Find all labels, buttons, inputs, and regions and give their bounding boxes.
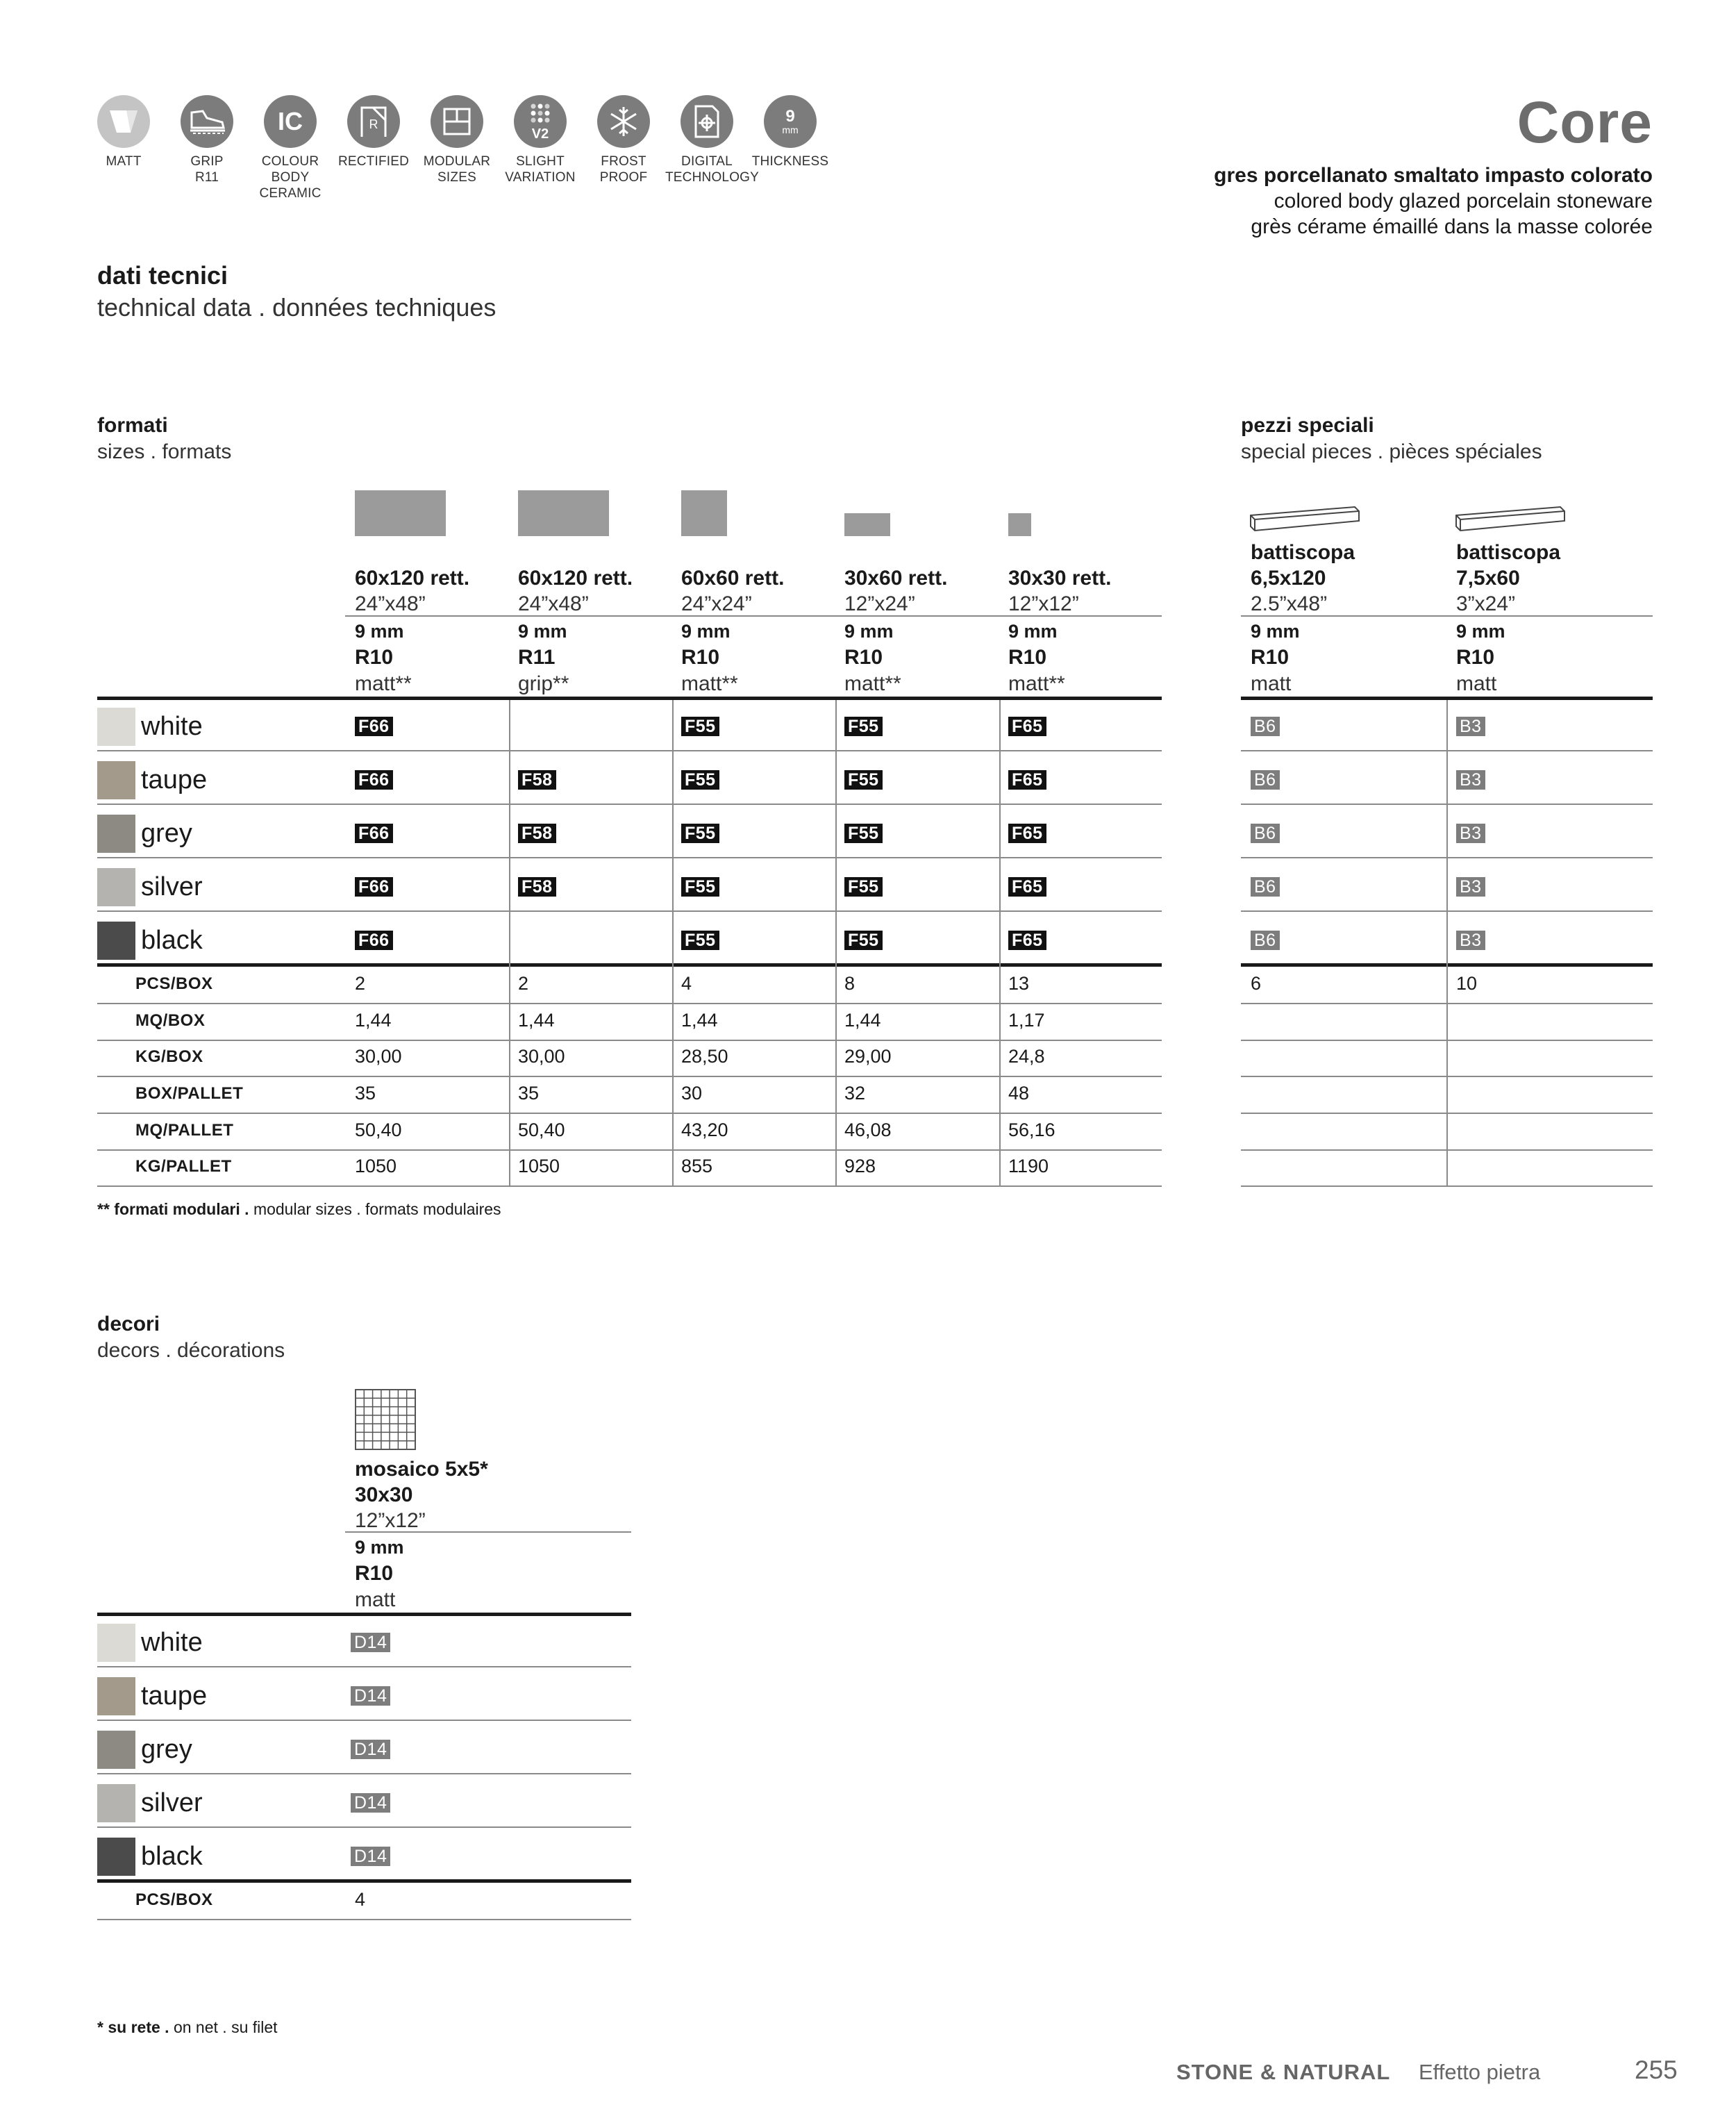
pack-value: 50,40 xyxy=(518,1120,565,1140)
thickness-icon xyxy=(764,95,817,148)
swatch-taupe xyxy=(97,761,135,799)
feature-slight-variation xyxy=(499,95,582,185)
footnote-rest: modular sizes . formats modulaires xyxy=(253,1200,501,1218)
article-code: F55 xyxy=(844,931,883,950)
spec-slip: R10 xyxy=(355,1562,394,1585)
feature-label-2: SIZES xyxy=(437,170,476,185)
color-name: taupe xyxy=(141,765,208,794)
col-divider xyxy=(1446,700,1448,1186)
footnote-stars: ** xyxy=(97,1200,110,1218)
pack-value: 928 xyxy=(844,1156,876,1176)
feature-label: SLIGHT xyxy=(516,154,565,169)
feature-thickness: 9 mm THICKNESS xyxy=(749,95,832,169)
decor-row-grey xyxy=(97,1723,192,1776)
article-code: F58 xyxy=(518,824,556,843)
pack-value: 35 xyxy=(355,1083,376,1104)
decor-row-taupe xyxy=(97,1670,207,1722)
formats-subtitle: sizes . formats xyxy=(97,440,232,463)
article-code: F58 xyxy=(518,877,556,897)
subtitle-en: colored body glazed porcelain stoneware xyxy=(1274,190,1653,213)
format-size: 60x60 rett. xyxy=(681,567,785,590)
digital-technology-icon xyxy=(681,95,733,148)
page-number: 255 xyxy=(1635,2056,1678,2084)
rectified-glyph: R xyxy=(369,117,378,131)
spec-thickness: 9 mm xyxy=(681,621,731,642)
skirting-icon xyxy=(1455,497,1569,536)
color-name: taupe xyxy=(141,1681,208,1711)
format-size: 60x120 rett. xyxy=(355,567,470,590)
thickness-glyph: 9 xyxy=(785,107,795,126)
format-size: 30x30 rett. xyxy=(1008,567,1112,590)
decor-pcs-label: PCS/BOX xyxy=(135,1890,213,1909)
feature-frost-proof xyxy=(582,95,665,185)
pack-value: 32 xyxy=(844,1083,866,1104)
decor-row-silver xyxy=(97,1776,203,1829)
format-inch: 24”x48” xyxy=(518,592,589,615)
pack-divider xyxy=(97,1149,1162,1151)
decor-inch: 12”x12” xyxy=(355,1509,426,1532)
pack-value: 30,00 xyxy=(518,1046,565,1067)
decor-code: D14 xyxy=(351,1633,390,1652)
pack-value: 1050 xyxy=(355,1156,397,1176)
pack-value: 48 xyxy=(1008,1083,1030,1104)
slight-variation-icon xyxy=(514,95,567,148)
swatch-black xyxy=(97,922,135,960)
special-name: battiscopa xyxy=(1456,541,1561,564)
spec-thickness: 9 mm xyxy=(355,621,404,642)
pack-divider xyxy=(97,1919,631,1920)
pack-value: 46,08 xyxy=(844,1120,892,1140)
color-name: black xyxy=(141,1841,203,1871)
feature-label-2: R11 xyxy=(194,170,219,185)
pack-value: 50,40 xyxy=(355,1120,402,1140)
tile-30x30-icon xyxy=(1008,513,1031,536)
pack-value: 1050 xyxy=(518,1156,560,1176)
pack-value: 1190 xyxy=(1008,1156,1049,1176)
color-name: silver xyxy=(141,872,203,901)
decor-header-divider xyxy=(345,1531,631,1533)
special-pcs-box: 10 xyxy=(1456,973,1478,994)
spec-finish: matt** xyxy=(355,672,412,695)
spec-slip: R10 xyxy=(1251,646,1290,669)
swatch-black xyxy=(97,1838,135,1876)
technical-data-title: dati tecnici xyxy=(97,261,228,290)
format-col-4 xyxy=(844,565,947,617)
color-name: grey xyxy=(141,1734,192,1764)
decor-code: D14 xyxy=(351,1686,390,1706)
pack-value: 855 xyxy=(681,1156,713,1176)
spec-finish: matt** xyxy=(681,672,738,695)
pack-value: 1,17 xyxy=(1008,1010,1045,1031)
footnote-rest: on net . su filet xyxy=(173,2018,278,2036)
feature-label-2: TECHNOLOGY xyxy=(665,170,760,185)
pack-value: 1,44 xyxy=(681,1010,718,1031)
decor-spec xyxy=(355,1534,404,1613)
format-spec-1 xyxy=(355,618,412,697)
decor-name: mosaico 5x5* xyxy=(355,1458,488,1481)
spec-finish: matt xyxy=(1251,672,1292,695)
row-divider xyxy=(97,910,1162,912)
special-name: battiscopa xyxy=(1251,541,1355,564)
color-row-silver xyxy=(97,860,203,913)
variation-glyph: V2 xyxy=(531,126,549,142)
colour-body-icon xyxy=(264,95,317,148)
spec-slip: R11 xyxy=(518,646,556,669)
special-code: B6 xyxy=(1251,931,1280,950)
feature-label-2: PROOF xyxy=(599,170,648,185)
special-code: B3 xyxy=(1456,824,1485,843)
special-col-1 xyxy=(1251,540,1355,617)
decors-footnote xyxy=(97,2018,278,2037)
format-table-top-rule xyxy=(97,697,1162,700)
tile-60x120-icon xyxy=(355,490,446,536)
feature-grip xyxy=(165,95,249,185)
article-code: F55 xyxy=(844,770,883,790)
pack-value: 2 xyxy=(518,973,529,994)
formats-title: formati xyxy=(97,414,168,437)
article-code: F55 xyxy=(844,717,883,736)
decor-row-white xyxy=(97,1616,203,1669)
swatch-white xyxy=(97,708,135,746)
swatch-grey xyxy=(97,1731,135,1769)
article-code: F66 xyxy=(355,770,393,790)
feature-label: DIGITAL xyxy=(681,154,733,169)
subtitle-fr: grès cérame émaillé dans la masse colorée xyxy=(1251,215,1653,238)
spec-thickness: 9 mm xyxy=(1008,621,1058,642)
pack-value: 56,16 xyxy=(1008,1120,1055,1140)
mosaic-grid-icon xyxy=(355,1389,416,1450)
special-code: B3 xyxy=(1456,931,1485,950)
frost-proof-icon xyxy=(597,95,650,148)
swatch-silver xyxy=(97,868,135,906)
color-row-taupe xyxy=(97,754,207,806)
article-code: F58 xyxy=(518,770,556,790)
special-code: B3 xyxy=(1456,877,1485,897)
grip-shoe-icon xyxy=(181,95,233,148)
spec-slip: R10 xyxy=(844,646,883,669)
format-col-5 xyxy=(1008,565,1111,617)
color-name: grey xyxy=(141,818,192,848)
tile-30x60-icon xyxy=(844,513,890,536)
format-header-divider xyxy=(345,615,1162,617)
pack-value: 24,8 xyxy=(1008,1046,1045,1067)
color-name: white xyxy=(141,711,203,741)
pack-value: 1,44 xyxy=(844,1010,881,1031)
format-inch: 24”x24” xyxy=(681,592,752,615)
pack-value: 28,50 xyxy=(681,1046,728,1067)
article-code: F55 xyxy=(681,931,719,950)
pack-divider xyxy=(97,1040,1162,1041)
article-code: F65 xyxy=(1008,824,1046,843)
spec-thickness: 9 mm xyxy=(355,1537,404,1558)
article-code: F65 xyxy=(1008,931,1046,950)
spec-slip: R10 xyxy=(1456,646,1495,669)
decors-subtitle: decors . décorations xyxy=(97,1339,285,1362)
special-subtitle: special pieces . pièces spéciales xyxy=(1241,440,1542,463)
article-code: F66 xyxy=(355,931,393,950)
article-code: F55 xyxy=(681,770,719,790)
decor-code: D14 xyxy=(351,1740,390,1759)
article-code: F66 xyxy=(355,824,393,843)
special-size: 7,5x60 xyxy=(1456,567,1520,590)
spec-thickness: 9 mm xyxy=(844,621,894,642)
row-divider xyxy=(97,804,1162,805)
format-size: 60x120 rett. xyxy=(518,567,633,590)
decor-size: 30x30 xyxy=(355,1483,413,1506)
article-code: F55 xyxy=(844,824,883,843)
feature-label: GRIP xyxy=(190,154,224,169)
format-inch: 12”x24” xyxy=(844,592,915,615)
article-code: F66 xyxy=(355,877,393,897)
article-code: F55 xyxy=(681,717,719,736)
spec-thickness: 9 mm xyxy=(1456,621,1505,642)
feature-matt: MATT xyxy=(82,95,165,169)
format-col-3 xyxy=(681,565,784,617)
feature-label: FROST xyxy=(601,154,646,169)
pack-value: 29,00 xyxy=(844,1046,892,1067)
formats-footnote xyxy=(97,1200,501,1219)
pack-divider xyxy=(97,1003,1162,1004)
feature-colour-body xyxy=(249,95,332,201)
feature-label-2: BODY xyxy=(271,170,310,185)
footer-category: STONE & NATURAL xyxy=(1176,2060,1391,2084)
pack-divider xyxy=(97,1113,1162,1114)
footnote-star: * xyxy=(97,2018,103,2036)
footnote-bold: formati modulari . xyxy=(114,1200,249,1218)
format-spec-5 xyxy=(1008,618,1065,697)
format-size: 30x60 rett. xyxy=(844,567,948,590)
format-spec-3 xyxy=(681,618,738,697)
decor-pcs-value: 4 xyxy=(355,1889,366,1910)
spec-finish: grip** xyxy=(518,672,569,695)
pack-value: 4 xyxy=(681,973,692,994)
special-title: pezzi speciali xyxy=(1241,414,1374,437)
special-header-divider xyxy=(1241,615,1653,617)
row-divider xyxy=(97,750,1162,751)
article-code: F55 xyxy=(844,877,883,897)
format-inch: 12”x12” xyxy=(1008,592,1079,615)
spec-thickness: 9 mm xyxy=(1251,621,1300,642)
pack-divider xyxy=(97,1076,1162,1077)
matt-icon xyxy=(97,95,150,148)
special-code: B6 xyxy=(1251,877,1280,897)
decors-title: decori xyxy=(97,1313,160,1335)
tile-60x60-icon xyxy=(681,490,727,536)
format-inch: 24”x48” xyxy=(355,592,426,615)
special-code: B6 xyxy=(1251,717,1280,736)
spec-thickness: 9 mm xyxy=(518,621,567,642)
format-spec-2 xyxy=(518,618,569,697)
special-inch: 3”x24” xyxy=(1456,592,1516,615)
pack-value: 1,44 xyxy=(355,1010,392,1031)
feature-label-3: CERAMIC xyxy=(259,186,322,201)
special-code: B6 xyxy=(1251,770,1280,790)
pack-value: 30,00 xyxy=(355,1046,402,1067)
special-inch: 2.5”x48” xyxy=(1251,592,1328,615)
pack-value: 43,20 xyxy=(681,1120,728,1140)
spec-slip: R10 xyxy=(1008,646,1047,669)
color-row-black xyxy=(97,914,203,967)
thickness-unit: mm xyxy=(782,124,799,135)
spec-finish: matt xyxy=(355,1588,396,1611)
feature-modular-sizes xyxy=(415,95,499,185)
feature-label: MODULAR xyxy=(423,154,491,169)
spec-finish: matt** xyxy=(1008,672,1065,695)
spec-finish: matt** xyxy=(844,672,901,695)
spec-slip: R10 xyxy=(355,646,394,669)
format-table-mid-rule xyxy=(97,963,1162,967)
tile-60x120-grip-icon xyxy=(518,490,609,536)
decor-code: D14 xyxy=(351,1847,390,1866)
special-code: B3 xyxy=(1456,717,1485,736)
special-spec-2 xyxy=(1456,618,1505,697)
pack-value: 2 xyxy=(355,973,366,994)
footer-category-it: Effetto pietra xyxy=(1419,2060,1541,2084)
footnote-bold: su rete . xyxy=(108,2018,169,2036)
format-col-1 xyxy=(355,565,469,617)
pack-value: 8 xyxy=(844,973,856,994)
article-code: F66 xyxy=(355,717,393,736)
decor-col xyxy=(355,1456,488,1533)
format-spec-4 xyxy=(844,618,901,697)
article-code: F55 xyxy=(681,824,719,843)
pack-value: 35 xyxy=(518,1083,540,1104)
pack-value: 30 xyxy=(681,1083,703,1104)
feature-rectified: R RECTIFIED xyxy=(332,95,415,169)
special-code: B3 xyxy=(1456,770,1485,790)
swatch-white xyxy=(97,1624,135,1662)
skirting-icon xyxy=(1249,497,1364,536)
special-spec-1 xyxy=(1251,618,1300,697)
color-name: white xyxy=(141,1627,203,1657)
article-code: F65 xyxy=(1008,770,1046,790)
color-row-white xyxy=(97,700,203,753)
pack-value: 13 xyxy=(1008,973,1030,994)
special-pcs-box: 6 xyxy=(1251,973,1262,994)
article-code: F65 xyxy=(1008,717,1046,736)
color-name: silver xyxy=(141,1788,203,1817)
spec-finish: matt xyxy=(1456,672,1497,695)
article-code: F65 xyxy=(1008,877,1046,897)
spec-slip: R10 xyxy=(681,646,720,669)
feature-label-2: VARIATION xyxy=(505,170,576,185)
special-code: B6 xyxy=(1251,824,1280,843)
feature-label: COLOUR xyxy=(261,154,319,169)
subtitle-it: gres porcellanato smaltato impasto colorato xyxy=(1214,164,1653,187)
feature-digital-technology xyxy=(665,95,760,185)
format-col-2 xyxy=(518,565,633,617)
swatch-silver xyxy=(97,1784,135,1822)
rectified-icon xyxy=(347,95,400,148)
technical-data-subtitle: technical data . données techniques xyxy=(97,293,496,322)
special-size: 6,5x120 xyxy=(1251,567,1326,590)
color-name: black xyxy=(141,925,203,955)
decor-code: D14 xyxy=(351,1793,390,1813)
swatch-grey xyxy=(97,815,135,853)
special-col-2 xyxy=(1456,540,1560,617)
row-divider xyxy=(97,857,1162,858)
modular-sizes-icon xyxy=(431,95,483,148)
brand-title: Core xyxy=(1517,90,1653,155)
swatch-taupe xyxy=(97,1677,135,1715)
pack-value: 1,44 xyxy=(518,1010,555,1031)
colour-body-glyph: IC xyxy=(278,107,303,135)
decor-row-black xyxy=(97,1830,203,1883)
pack-divider xyxy=(97,1185,1162,1187)
color-row-grey xyxy=(97,807,192,860)
article-code: F55 xyxy=(681,877,719,897)
